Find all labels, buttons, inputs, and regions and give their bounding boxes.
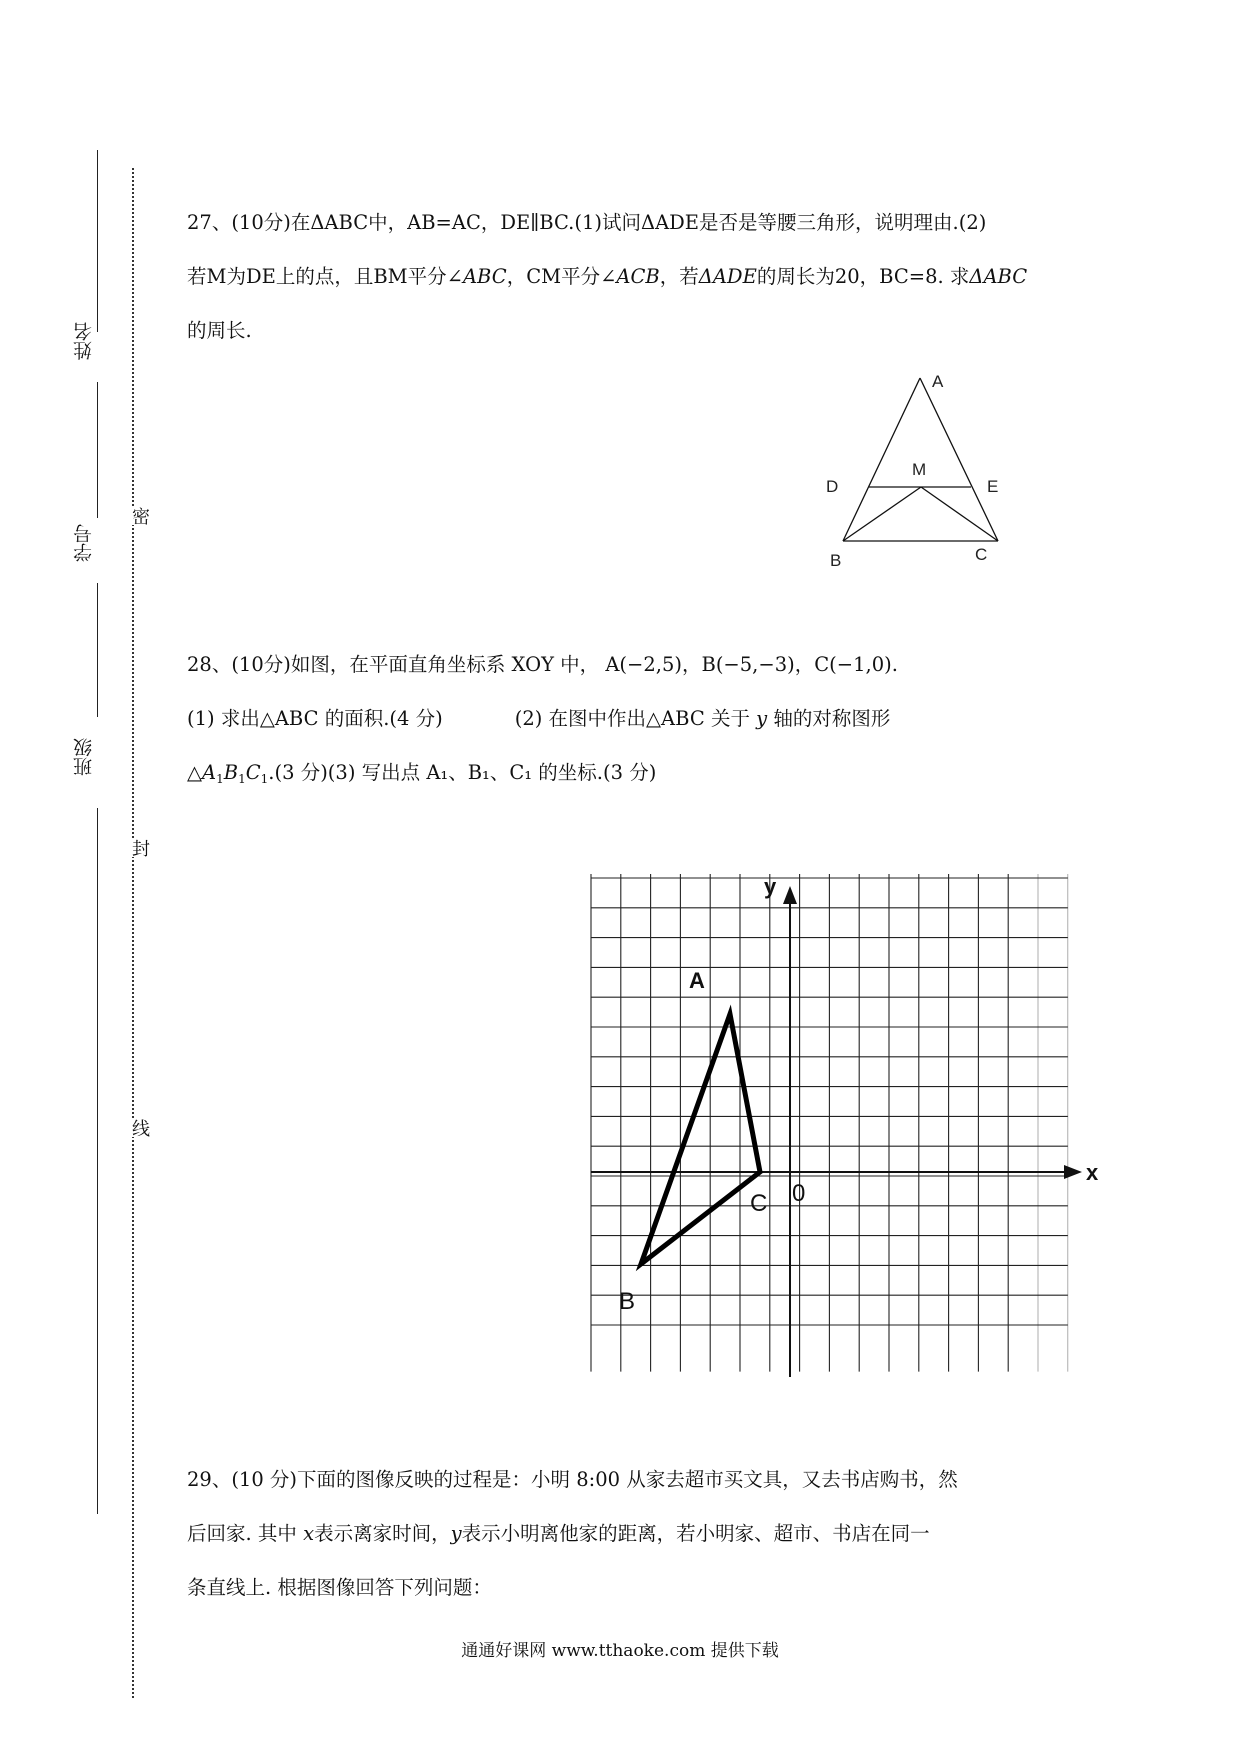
margin-rule-name: [97, 150, 98, 332]
x-axis-arrow: [1064, 1165, 1082, 1179]
q29-text: 表示离家时间，: [314, 1522, 451, 1545]
label-m: M: [912, 460, 927, 479]
q28-line-2: [187, 692, 1067, 746]
triangle-abc-plot: [641, 1014, 760, 1264]
label-c: C: [975, 545, 988, 564]
q27-text: ，若: [659, 265, 699, 288]
q28-line-1: 28、(10分)如图，在平面直角坐标系 XOY 中， A(−2,5)，B(−5,−3)，C(−1,0).: [187, 653, 898, 676]
q27-line-2: [187, 250, 1067, 304]
binding-dotted-line: [132, 168, 134, 1698]
name-label: 姓名: [73, 322, 95, 360]
student-id-label: 学号: [73, 524, 95, 562]
q28-part-2: (2) 在图中作出△ABC 关于: [514, 707, 750, 730]
triangle-abc: ΔABC: [969, 265, 1028, 288]
grid-lines: [591, 874, 1068, 1372]
q27-text: 若M为DE上的点，且BM平分: [187, 265, 447, 288]
point-c-label: C: [750, 1190, 768, 1217]
subscript: 1: [260, 772, 269, 786]
y-axis-symbol: y: [756, 707, 768, 730]
q29-line-3: 条直线上. 根据图像回答下列问题：: [187, 1576, 492, 1599]
angle-acb: ∠ACB: [600, 265, 660, 288]
q27-line-3: 的周长.: [187, 319, 252, 342]
x-variable: x: [303, 1522, 315, 1545]
q29-line-2: [187, 1507, 1067, 1561]
binding-char-mi: 密: [126, 507, 152, 525]
class-label: 班级: [73, 738, 95, 776]
triangle-ade: ΔADE: [698, 265, 757, 288]
footer-text: 通通好课网 www.tthaoke.com 提供下载: [461, 1641, 779, 1661]
y-axis-label: y: [764, 874, 777, 899]
question-28: [187, 638, 1067, 806]
triangle-b1: B: [223, 761, 239, 784]
binding-char-feng: 封: [126, 839, 152, 857]
side-ac: [920, 378, 998, 541]
q29-line-1: 29、(10 分)下面的图像反映的过程是：小明 8:00 从家去超市买文具，又去书店购书，然: [187, 1468, 958, 1491]
q29-text: 表示小明离他家的距离，若小明家、超市、书店在同一: [461, 1522, 930, 1545]
q28-line-3: [187, 746, 1067, 806]
q27-text: ，CM平分: [506, 265, 601, 288]
subscript: 1: [216, 772, 224, 786]
point-b-label: B: [619, 1288, 636, 1315]
label-e: E: [987, 477, 999, 496]
angle-abc: ∠ABC: [446, 265, 507, 288]
y-variable: y: [450, 1522, 462, 1545]
margin-rule-bottom: [97, 808, 98, 1514]
side-ab: [843, 378, 920, 541]
margin-rule-id: [97, 382, 98, 518]
margin-rule-class: [97, 583, 98, 717]
segment-bm: [843, 487, 921, 541]
q28-part-3: .(3 分)(3) 写出点 A₁、B₁、C₁ 的坐标.(3 分): [268, 761, 657, 784]
triangle-figure: [820, 370, 1020, 590]
binding-char-xian: 线: [126, 1119, 152, 1137]
q28-part-2-end: 轴的对称图形: [773, 707, 891, 730]
y-axis-arrow: [783, 886, 797, 904]
origin-label: 0: [792, 1180, 806, 1207]
question-29: [187, 1453, 1067, 1615]
question-27: [187, 196, 1067, 358]
label-d: D: [826, 477, 839, 496]
x-axis-label: x: [1086, 1160, 1099, 1185]
point-a-label: A: [689, 968, 705, 993]
q27-text: 的周长为20，BC=8. 求: [756, 265, 970, 288]
subscript: 1: [238, 772, 246, 786]
triangle-a1: △A: [187, 761, 217, 784]
label-b: B: [830, 551, 842, 570]
q28-part-1: (1) 求出△ABC 的面积.(4 分): [187, 707, 443, 730]
label-a: A: [932, 372, 944, 391]
coordinate-grid: [580, 862, 1120, 1402]
q27-line-1: 27、(10分)在ΔABC中，AB=AC，DE∥BC.(1)试问ΔADE是否是等腰三角形，说明理由.(2): [187, 211, 987, 234]
triangle-c1: C: [245, 761, 261, 784]
q29-text: 后回家. 其中: [187, 1522, 297, 1545]
